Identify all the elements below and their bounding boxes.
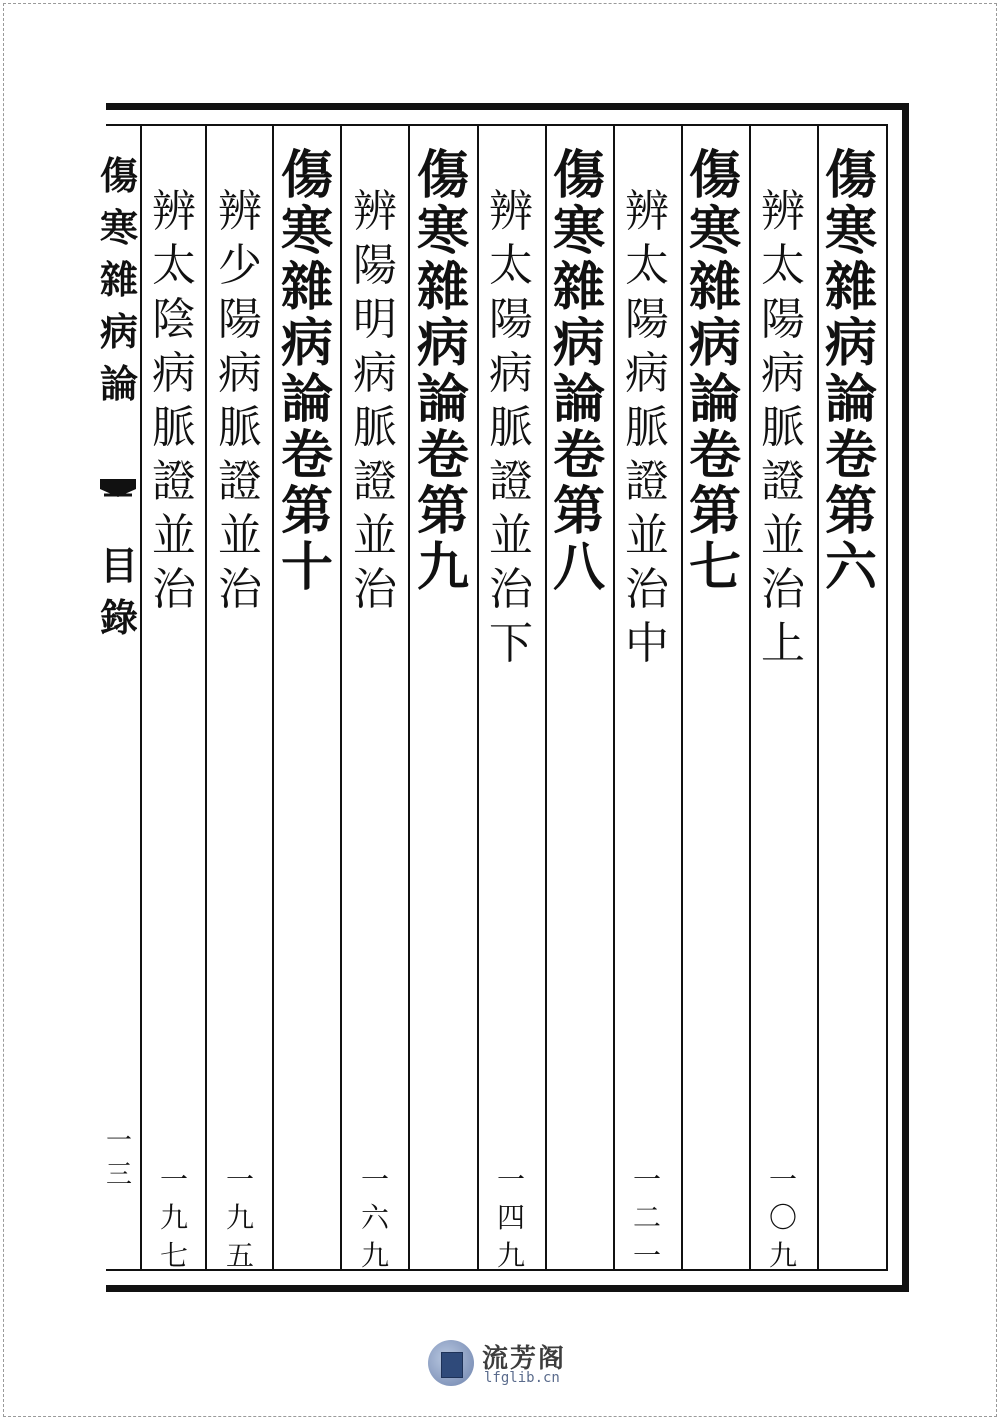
glyph: 辨 xyxy=(761,186,805,237)
page-number-text xyxy=(614,1158,680,1272)
glyph: 治 xyxy=(353,564,397,615)
glyph: 並 xyxy=(625,510,669,561)
glyph: 病 xyxy=(824,313,877,374)
page-number-text xyxy=(207,1158,273,1272)
entry-page-number xyxy=(141,1158,207,1272)
glyph: 病 xyxy=(625,348,669,399)
glyph: 太 xyxy=(761,240,805,291)
glyph: 太 xyxy=(489,240,533,291)
page-number-text xyxy=(342,1158,408,1272)
book-icon xyxy=(428,1340,474,1386)
glyph: 太 xyxy=(152,240,196,291)
toc-entry xyxy=(614,186,680,676)
toc-volume-title xyxy=(274,145,340,598)
glyph: 論 xyxy=(688,369,741,430)
glyph: 證 xyxy=(353,456,397,507)
glyph: 第 xyxy=(688,481,741,542)
entry-text xyxy=(141,186,207,622)
toc-volume-title xyxy=(682,145,748,598)
glyph: 論 xyxy=(552,369,605,430)
glyph: 並 xyxy=(489,510,533,561)
glyph: 中 xyxy=(625,618,669,669)
glyph: 卷 xyxy=(552,425,605,486)
glyph: 辨 xyxy=(489,186,533,237)
toc-volume-title xyxy=(410,145,476,598)
page-number-text xyxy=(141,1158,207,1272)
entry-text xyxy=(478,186,544,676)
toc-volume-title xyxy=(546,145,612,598)
watermark-name: 流芳阁 xyxy=(482,1344,567,1374)
glyph: 陽 xyxy=(218,294,262,345)
glyph: 病 xyxy=(152,348,196,399)
glyph: 七 xyxy=(159,1239,188,1272)
glyph: 太 xyxy=(625,240,669,291)
toc-entry xyxy=(207,186,273,622)
glyph: 雜 xyxy=(688,257,741,318)
margin-section-text xyxy=(100,535,139,640)
glyph: 病 xyxy=(353,348,397,399)
glyph: 並 xyxy=(152,510,196,561)
glyph: 寒 xyxy=(688,201,741,262)
glyph: 治 xyxy=(152,564,196,615)
glyph: 上 xyxy=(761,618,805,669)
glyph: 脈 xyxy=(761,402,805,453)
glyph: 病 xyxy=(761,348,805,399)
glyph: 論 xyxy=(280,369,333,430)
glyph: 陽 xyxy=(761,294,805,345)
glyph: 一 xyxy=(159,1163,188,1196)
glyph: 寒 xyxy=(100,205,139,250)
margin-book-title xyxy=(100,145,139,406)
glyph: 治 xyxy=(218,564,262,615)
glyph: 雜 xyxy=(100,257,139,302)
glyph: 卷 xyxy=(824,425,877,486)
glyph: 一 xyxy=(768,1163,797,1196)
glyph: 寒 xyxy=(416,201,469,262)
entry-text xyxy=(207,186,273,622)
glyph: 第 xyxy=(552,481,605,542)
glyph: 病 xyxy=(552,313,605,374)
glyph: 證 xyxy=(489,456,533,507)
glyph: 三 xyxy=(105,1160,132,1190)
watermark-url: lfglib.cn xyxy=(484,1370,560,1386)
fish-tail-mark xyxy=(98,475,138,507)
toc-entry xyxy=(750,186,816,676)
glyph: 治 xyxy=(761,564,805,615)
glyph: 傷 xyxy=(416,145,469,206)
volume-title-text xyxy=(682,145,748,598)
volume-title-text xyxy=(274,145,340,598)
glyph: 七 xyxy=(688,537,741,598)
glyph: 寒 xyxy=(280,201,333,262)
glyph: 病 xyxy=(416,313,469,374)
glyph: 第 xyxy=(824,481,877,542)
glyph: 傷 xyxy=(552,145,605,206)
volume-title-text xyxy=(818,145,884,598)
glyph: 九 xyxy=(360,1239,389,1272)
watermark xyxy=(428,1338,628,1394)
glyph: 〇 xyxy=(768,1201,797,1234)
glyph: 脈 xyxy=(152,402,196,453)
glyph: 並 xyxy=(353,510,397,561)
glyph: 四 xyxy=(496,1201,525,1234)
glyph: 目 xyxy=(100,543,139,588)
margin-book-title-text xyxy=(100,145,139,406)
glyph: 一 xyxy=(632,1163,661,1196)
glyph: 五 xyxy=(225,1239,254,1272)
glyph: 寒 xyxy=(552,201,605,262)
glyph: 一 xyxy=(632,1239,661,1272)
glyph: 九 xyxy=(159,1201,188,1234)
glyph: 傷 xyxy=(824,145,877,206)
glyph: 一 xyxy=(225,1163,254,1196)
glyph: 雜 xyxy=(552,257,605,318)
glyph: 病 xyxy=(489,348,533,399)
margin-folio xyxy=(104,1120,134,1188)
glyph: 脈 xyxy=(489,402,533,453)
glyph: 陽 xyxy=(625,294,669,345)
glyph: 寒 xyxy=(824,201,877,262)
glyph: 脈 xyxy=(218,402,262,453)
glyph: 第 xyxy=(280,481,333,542)
entry-page-number xyxy=(342,1158,408,1272)
glyph: 陰 xyxy=(152,294,196,345)
glyph: 傷 xyxy=(688,145,741,206)
glyph: 證 xyxy=(152,456,196,507)
glyph: 卷 xyxy=(416,425,469,486)
glyph: 辨 xyxy=(152,186,196,237)
glyph: 錄 xyxy=(100,595,139,640)
glyph: 六 xyxy=(360,1201,389,1234)
glyph: 並 xyxy=(218,510,262,561)
glyph: 八 xyxy=(552,537,605,598)
glyph: 證 xyxy=(761,456,805,507)
glyph: 卷 xyxy=(688,425,741,486)
entry-text xyxy=(342,186,408,622)
volume-title-text xyxy=(410,145,476,598)
margin-folio-text xyxy=(104,1120,134,1188)
page-number-text xyxy=(750,1158,816,1272)
glyph: 論 xyxy=(416,369,469,430)
entry-text xyxy=(750,186,816,676)
glyph: 六 xyxy=(824,537,877,598)
glyph: 九 xyxy=(496,1239,525,1272)
glyph: 九 xyxy=(768,1239,797,1272)
glyph: 治 xyxy=(489,564,533,615)
glyph: 病 xyxy=(218,348,262,399)
toc-entry xyxy=(342,186,408,622)
glyph: 一 xyxy=(496,1163,525,1196)
glyph: 脈 xyxy=(625,402,669,453)
glyph: 病 xyxy=(688,313,741,374)
glyph: 病 xyxy=(280,313,333,374)
glyph: 下 xyxy=(489,618,533,669)
glyph: 陽 xyxy=(353,240,397,291)
margin-section xyxy=(100,535,139,640)
toc-volume-title xyxy=(818,145,884,598)
glyph: 證 xyxy=(625,456,669,507)
glyph: 治 xyxy=(625,564,669,615)
glyph: 論 xyxy=(100,361,139,406)
glyph: 證 xyxy=(218,456,262,507)
glyph: 脈 xyxy=(353,402,397,453)
glyph: 少 xyxy=(218,240,262,291)
toc-entry xyxy=(478,186,544,676)
glyph: 雜 xyxy=(416,257,469,318)
page-number-text xyxy=(478,1158,544,1272)
glyph: 卷 xyxy=(280,425,333,486)
glyph: 辨 xyxy=(218,186,262,237)
glyph: 陽 xyxy=(489,294,533,345)
entry-page-number xyxy=(750,1158,816,1272)
entry-page-number xyxy=(207,1158,273,1272)
glyph: 並 xyxy=(761,510,805,561)
glyph: 九 xyxy=(225,1201,254,1234)
glyph: 十 xyxy=(280,537,333,598)
entry-page-number xyxy=(478,1158,544,1272)
glyph: 辨 xyxy=(353,186,397,237)
glyph: 辨 xyxy=(625,186,669,237)
glyph: 明 xyxy=(353,294,397,345)
glyph: 第 xyxy=(416,481,469,542)
volume-title-text xyxy=(546,145,612,598)
glyph: 一 xyxy=(105,1126,132,1156)
glyph: 雜 xyxy=(280,257,333,318)
glyph: 傷 xyxy=(280,145,333,206)
glyph: 雜 xyxy=(824,257,877,318)
glyph: 九 xyxy=(416,537,469,598)
entry-page-number xyxy=(614,1158,680,1272)
glyph: 傷 xyxy=(100,153,139,198)
entry-text xyxy=(614,186,680,676)
glyph: 二 xyxy=(632,1201,661,1234)
glyph: 一 xyxy=(360,1163,389,1196)
glyph: 病 xyxy=(100,309,139,354)
toc-entry xyxy=(141,186,207,622)
glyph: 論 xyxy=(824,369,877,430)
